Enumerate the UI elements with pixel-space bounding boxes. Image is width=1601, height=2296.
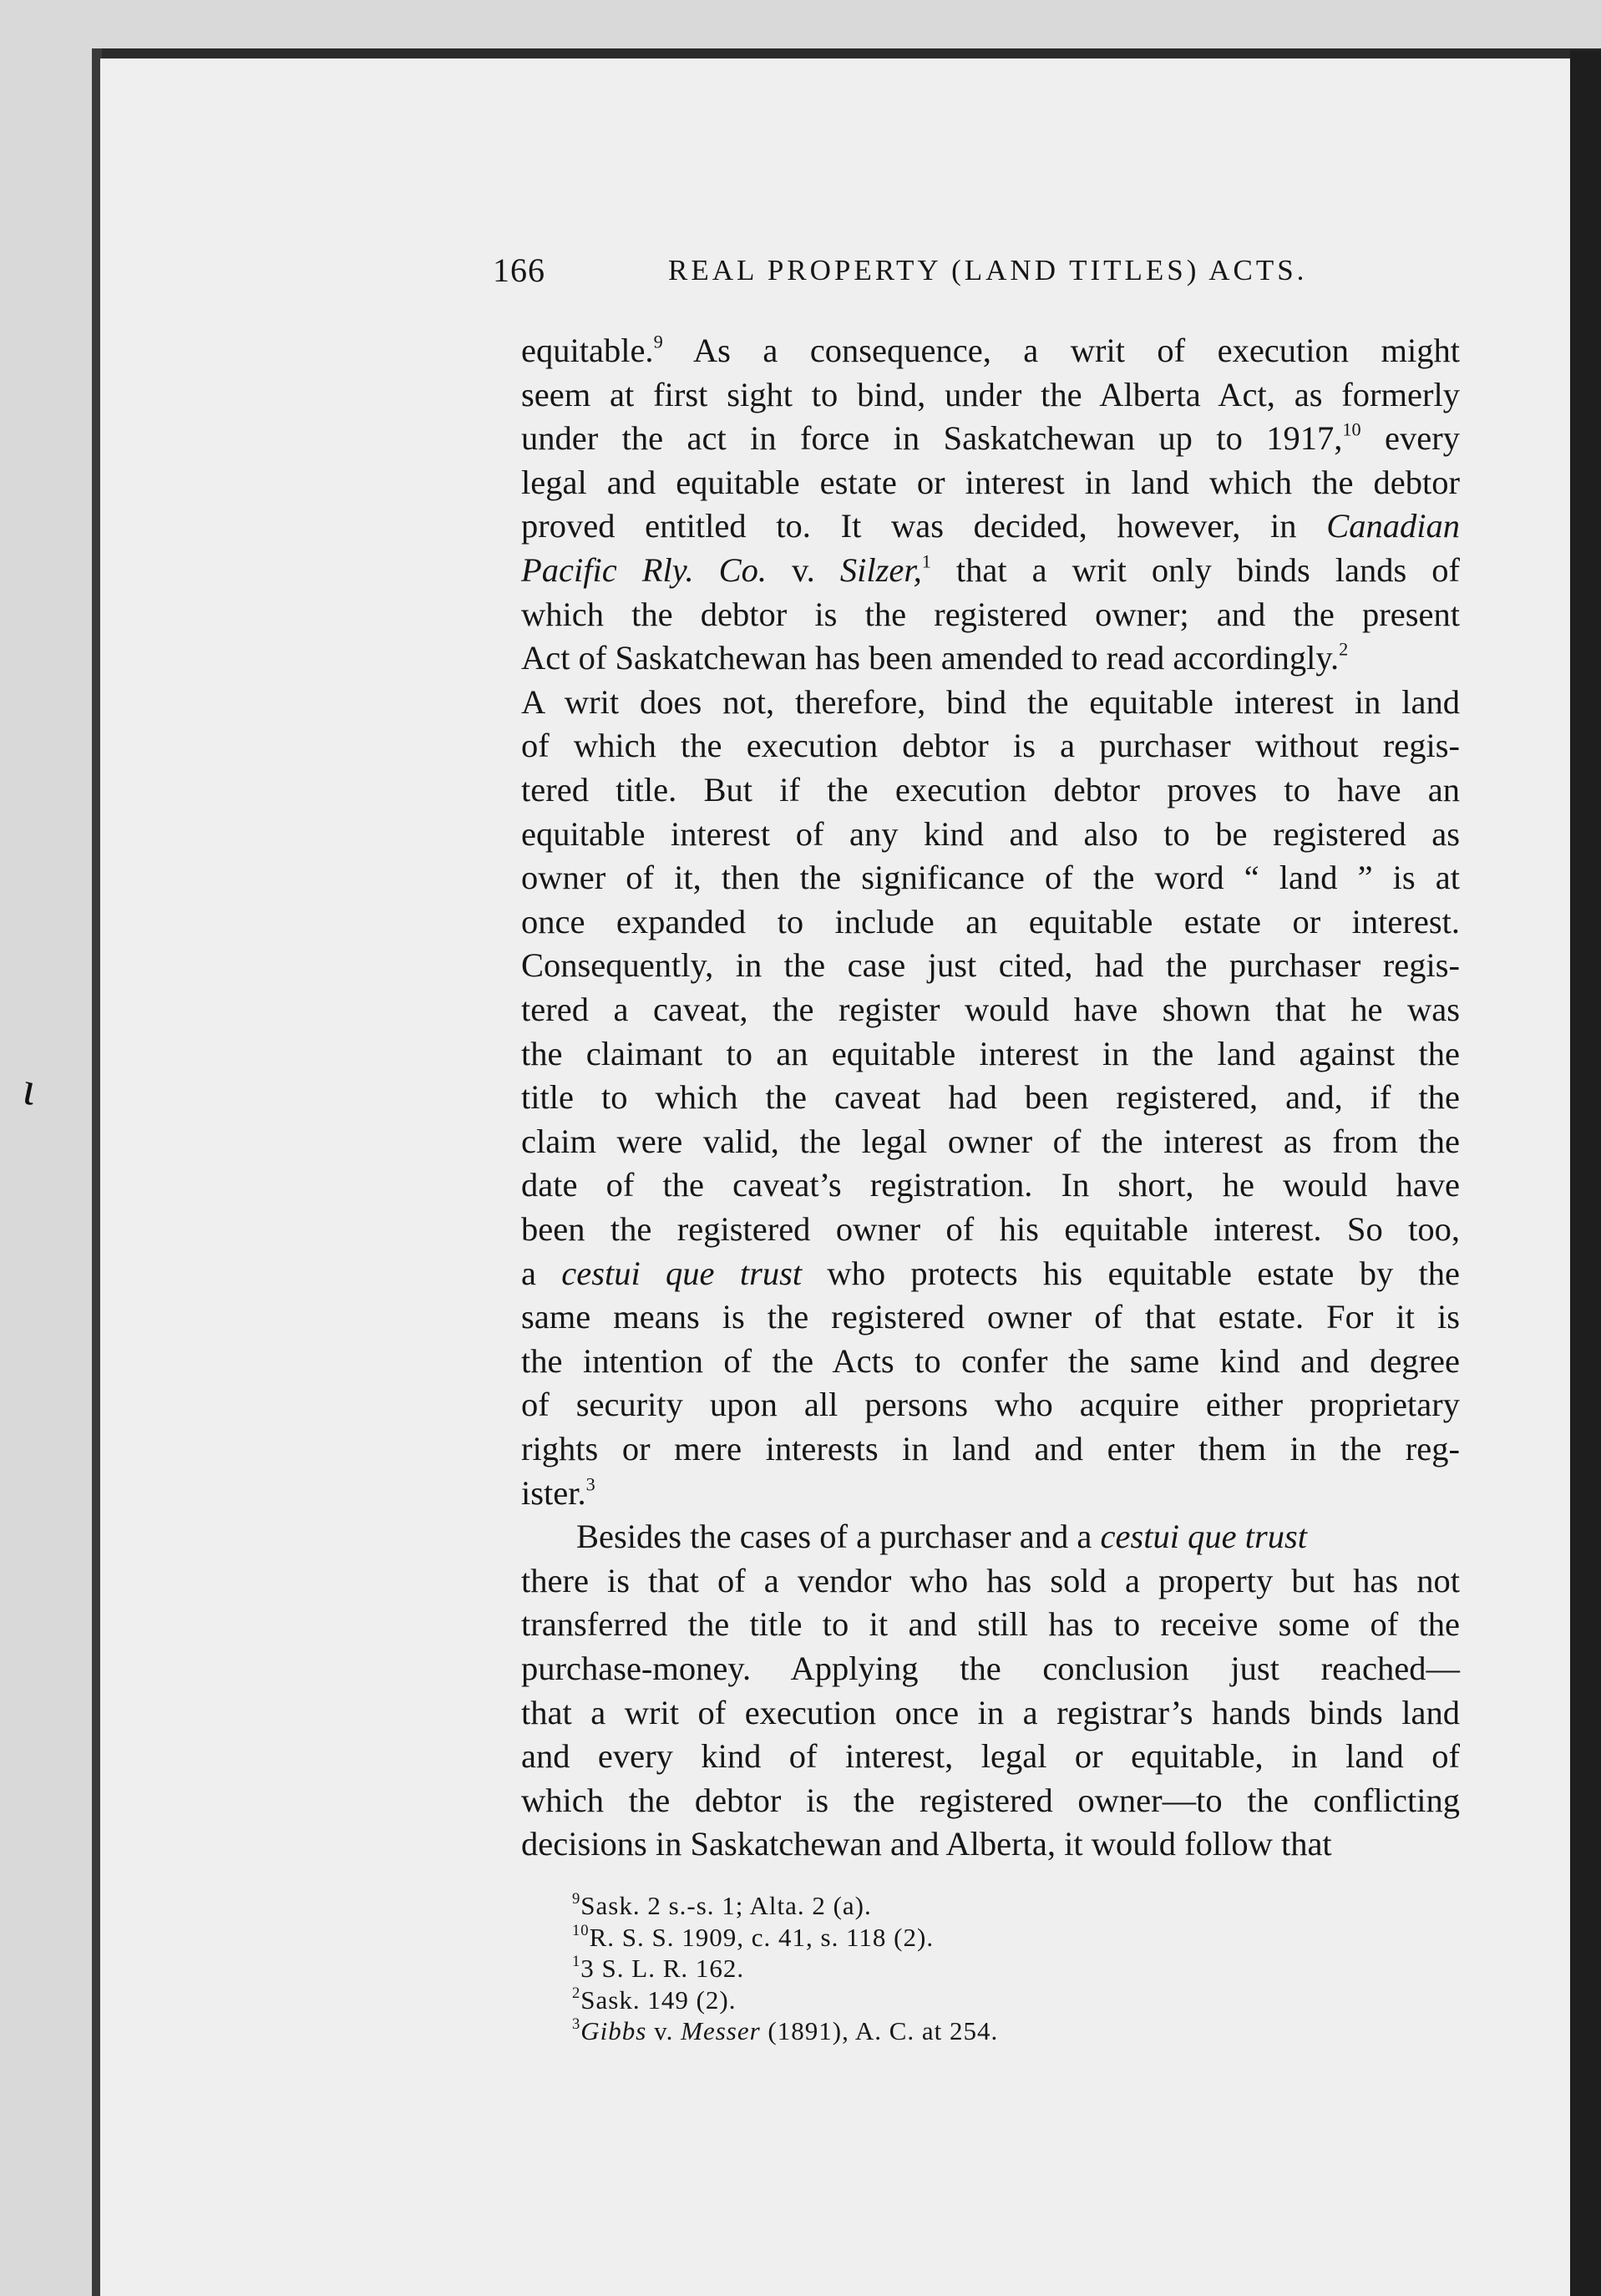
italic-text: Canadian xyxy=(1326,507,1460,545)
line-text: equitable. xyxy=(521,332,654,369)
italic-text: cestui que trust xyxy=(561,1254,803,1292)
text-line xyxy=(521,813,1460,856)
line-text: As a consequence, a writ of execution might xyxy=(662,332,1460,369)
scan-left-margin xyxy=(0,0,92,2296)
line-text: under the act in force in Saskatchewan up to 1917, xyxy=(521,419,1343,458)
text-line xyxy=(521,768,1460,812)
line-text: that a writ only binds lands of xyxy=(930,551,1461,589)
line-text: purchase-money. Applying the conclusion just reached— xyxy=(521,1650,1460,1687)
text-line xyxy=(521,1822,1460,1866)
footnote-text: (1891), A. C. at 254. xyxy=(760,2016,999,2046)
scan-top-margin xyxy=(0,0,1601,48)
text-line xyxy=(521,1472,1460,1515)
text-line xyxy=(521,900,1460,944)
case-name: Messer xyxy=(681,2016,761,2046)
text-line xyxy=(521,1032,1460,1076)
text-line xyxy=(521,944,1460,987)
footnote-ref: 9 xyxy=(653,331,663,352)
line-text: seem at first sight to bind, under the Alberta Act, as formerly xyxy=(521,375,1460,413)
text-line xyxy=(521,373,1460,417)
footnote-ref: 3 xyxy=(585,1472,595,1494)
line-text: who protects his equitable estate by the xyxy=(802,1254,1460,1292)
line-text: tered a caveat, the register would have shown that he was xyxy=(521,991,1460,1028)
line-text: Besides the cases of a purchaser and a xyxy=(576,1518,1101,1556)
page-number: 166 xyxy=(493,251,545,289)
line-text: a xyxy=(521,1254,562,1292)
case-name: Gibbs xyxy=(580,2016,647,2046)
line-text: decisions in Saskatchewan and Alberta, it would follow that xyxy=(521,1825,1332,1863)
text-line xyxy=(521,593,1460,636)
line-text: the intention of the Acts to confer the same kind and degree xyxy=(521,1341,1460,1380)
line-text: Act of Saskatchewan has been amended to read accordingly. xyxy=(521,639,1340,677)
line-text: which the debtor is the registered owner—to the conflicting xyxy=(521,1781,1460,1819)
text-line xyxy=(521,988,1460,1031)
line-text: same means is the registered owner of that estate. For it is xyxy=(521,1298,1460,1336)
text-line xyxy=(521,1691,1460,1735)
line-text: proved entitled to. It was decided, however, in xyxy=(521,507,1327,545)
text-line xyxy=(521,1208,1460,1251)
line-text: transferred the title to it and still has to receive some of the xyxy=(521,1605,1460,1644)
page-title: REAL PROPERTY (LAND TITLES) ACTS. xyxy=(668,254,1308,286)
line-text: v. xyxy=(767,551,840,589)
text-line xyxy=(576,1515,1460,1559)
line-text: that a writ of execution once in a registrar’s hands binds land xyxy=(521,1693,1460,1731)
text-line xyxy=(521,636,1460,680)
line-text: date of the caveat’s registration. In short, he would have xyxy=(521,1166,1460,1204)
line-text: once expanded to include an equitable estate or interest. xyxy=(521,902,1460,940)
text-line xyxy=(521,1340,1460,1383)
footnote-mark: 9 xyxy=(572,1890,581,1908)
line-text: the claimant to an equitable interest in the land against the xyxy=(521,1034,1460,1072)
line-text: been the registered owner of his equitable interest. So too, xyxy=(521,1210,1460,1248)
footnote-mark: 3 xyxy=(572,2015,581,2033)
text-line xyxy=(521,329,1460,373)
line-text: every xyxy=(1360,419,1460,458)
text-line xyxy=(521,1383,1460,1427)
text-line xyxy=(521,1120,1460,1163)
footnote-text: v. xyxy=(646,2016,681,2046)
text-line xyxy=(521,417,1460,460)
line-text: rights or mere interests in land and enter them in the reg- xyxy=(521,1430,1460,1467)
italic-text: Pacific Rly. Co. xyxy=(521,551,768,589)
text-line xyxy=(521,724,1460,768)
text-line xyxy=(521,1076,1460,1119)
footnote-text: 3 S. L. R. 162. xyxy=(580,1954,745,1984)
running-head xyxy=(493,251,1462,301)
line-text: which the debtor is the registered owner; and the present xyxy=(521,595,1460,633)
line-text: A writ does not, therefore, bind the equitable interest in land xyxy=(521,682,1460,721)
footnote-text: R. S. S. 1909, c. 41, s. 118 (2). xyxy=(589,1922,935,1952)
line-text: of security upon all persons who acquire either proprietary xyxy=(521,1386,1460,1424)
text-line xyxy=(521,1735,1460,1778)
text-line xyxy=(521,1163,1460,1207)
page-right-edge xyxy=(1570,50,1601,2296)
footnote-mark: 1 xyxy=(572,1953,581,1970)
line-text: there is that of a vendor who has sold a property but has not xyxy=(521,1561,1460,1599)
line-text: title to which the caveat had been registered, and, if the xyxy=(521,1078,1460,1117)
footnote-ref: 2 xyxy=(1339,638,1349,660)
line-text: tered title. But if the execution debtor proves to have an xyxy=(521,771,1460,808)
text-line xyxy=(521,1427,1460,1471)
footnote-mark: 10 xyxy=(572,1921,590,1939)
text-line xyxy=(521,1779,1460,1822)
footnote-text: Sask. 149 (2). xyxy=(580,1984,737,2015)
text-line xyxy=(521,1559,1460,1603)
text-line xyxy=(521,1603,1460,1646)
text-line xyxy=(521,461,1460,504)
line-text: of which the execution debtor is a purchaser without regis- xyxy=(521,727,1460,765)
text-line xyxy=(521,1252,1460,1295)
margin-mark: ι xyxy=(18,1062,42,1116)
footnote-ref: 10 xyxy=(1342,418,1361,440)
footnote-ref: 1 xyxy=(921,550,931,572)
footnote xyxy=(572,2008,998,2048)
line-text: owner of it, then the significance of the word “ land ” is at xyxy=(521,859,1460,897)
footnote-mark: 2 xyxy=(572,1984,581,2002)
line-text: claim were valid, the legal owner of the interest as from the xyxy=(521,1122,1460,1160)
line-text: ister. xyxy=(521,1473,586,1512)
text-line xyxy=(521,549,1460,592)
text-line xyxy=(521,856,1460,900)
text-line xyxy=(521,681,1460,724)
text-line xyxy=(521,1295,1460,1339)
line-text: Consequently, in the case just cited, had the purchaser regis- xyxy=(521,946,1460,985)
text-line xyxy=(521,504,1460,548)
italic-text: cestui que trust xyxy=(1100,1518,1307,1556)
line-text: and every kind of interest, legal or equitable, in land of xyxy=(521,1737,1460,1776)
footnote-text: Sask. 2 s.-s. 1; Alta. 2 (a). xyxy=(580,1891,872,1921)
text-line xyxy=(521,1647,1460,1690)
line-text: equitable interest of any kind and also to be registered as xyxy=(521,814,1460,853)
italic-text: Silzer, xyxy=(839,551,922,589)
line-text: legal and equitable estate or interest in land which the debtor xyxy=(521,463,1460,501)
